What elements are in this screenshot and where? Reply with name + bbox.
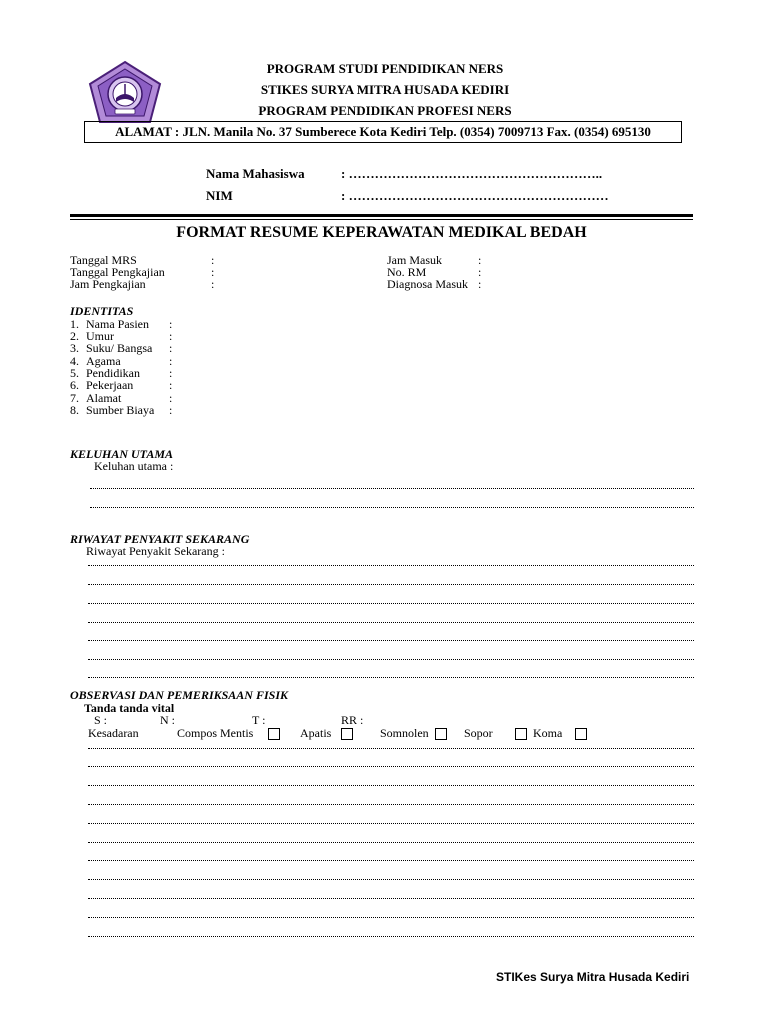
koma-checkbox[interactable] (575, 728, 587, 740)
riwayat-line[interactable] (88, 659, 694, 660)
vital-s[interactable]: S : (94, 713, 108, 727)
info-diagnosa-masuk[interactable]: Diagnosa Masuk : (387, 277, 482, 291)
student-name-field[interactable]: : ………………………………………………….. (341, 166, 603, 181)
vital-t[interactable]: T : (252, 713, 266, 727)
riwayat-line[interactable] (88, 603, 694, 604)
info-no-rm[interactable]: No. RM : (387, 265, 482, 279)
observasi-line[interactable] (88, 936, 694, 937)
compos-mentis-checkbox[interactable] (268, 728, 280, 740)
observasi-line[interactable] (88, 823, 694, 824)
identitas-heading: IDENTITAS (70, 304, 134, 318)
option-somnolen-label: Somnolen (380, 726, 429, 740)
observasi-heading: OBSERVASI DAN PEMERIKSAAN FISIK (70, 688, 288, 702)
identitas-item[interactable]: 3. Suku/ Bangsa : (70, 341, 173, 355)
info-jam-pengkajian[interactable]: Jam Pengkajian : (70, 277, 215, 291)
institution-logo (88, 60, 162, 124)
riwayat-heading: RIWAYAT PENYAKIT SEKARANG (70, 532, 250, 546)
kesadaran-label: Kesadaran (88, 726, 139, 740)
identitas-item[interactable]: 7. Alamat : (70, 391, 173, 405)
header-line-2: STIKES SURYA MITRA HUSADA KEDIRI (260, 82, 510, 97)
student-nim-label: NIM (206, 188, 233, 203)
riwayat-label: Riwayat Penyakit Sekarang : (86, 544, 225, 558)
riwayat-line[interactable] (88, 640, 694, 641)
header-line-3: PROGRAM PENDIDIKAN PROFESI NERS (258, 103, 512, 118)
identitas-item[interactable]: 5. Pendidikan : (70, 366, 173, 380)
observasi-line[interactable] (88, 785, 694, 786)
address-box: ALAMAT : JLN. Manila No. 37 Sumberece Kota Kediri Telp. (0354) 7009713 Fax. (0354) 695130 (84, 121, 682, 143)
observasi-line[interactable] (88, 766, 694, 767)
vital-rr[interactable]: RR : (341, 713, 364, 727)
footer-institution: STIKes Surya Mitra Husada Kediri (496, 970, 690, 984)
info-tanggal-pengkajian[interactable]: Tanggal Pengkajian : (70, 265, 215, 279)
form-title: FORMAT RESUME KEPERAWATAN MEDIKAL BEDAH (176, 224, 587, 241)
observasi-line[interactable] (88, 898, 694, 899)
somnolen-checkbox[interactable] (435, 728, 447, 740)
keluhan-heading: KELUHAN UTAMA (70, 447, 174, 461)
identitas-item[interactable]: 6. Pekerjaan : (70, 378, 173, 392)
observasi-line[interactable] (88, 860, 694, 861)
observasi-line[interactable] (88, 804, 694, 805)
vital-signs-label: Tanda tanda vital (84, 701, 175, 715)
riwayat-line[interactable] (88, 565, 694, 566)
option-apatis-label: Apatis (300, 726, 332, 740)
riwayat-line[interactable] (88, 622, 694, 623)
option-compos-mentis-label: Compos Mentis (177, 726, 254, 740)
identitas-item[interactable]: 4. Agama : (70, 354, 173, 368)
info-jam-masuk[interactable]: Jam Masuk : (387, 253, 482, 267)
student-name-label: Nama Mahasiswa (206, 166, 305, 181)
observasi-line[interactable] (88, 917, 694, 918)
header-line-1: PROGRAM STUDI PENDIDIKAN NERS (266, 61, 504, 76)
title-rule-thin (70, 219, 693, 220)
title-rule-thick (70, 214, 693, 217)
option-sopor-label: Sopor (464, 726, 493, 740)
vital-n[interactable]: N : (160, 713, 175, 727)
student-nim-field[interactable]: : …………………………………………………… (341, 188, 609, 203)
observasi-line[interactable] (88, 748, 694, 749)
keluhan-label: Keluhan utama : (94, 459, 174, 473)
observasi-line[interactable] (88, 879, 694, 880)
riwayat-line[interactable] (88, 677, 694, 678)
apatis-checkbox[interactable] (341, 728, 353, 740)
identitas-item[interactable]: 2. Umur : (70, 329, 173, 343)
riwayat-line[interactable] (88, 584, 694, 585)
identitas-item[interactable]: 8. Sumber Biaya : (70, 403, 173, 417)
info-tanggal-mrs[interactable]: Tanggal MRS : (70, 253, 215, 267)
identitas-item[interactable]: 1. Nama Pasien : (70, 317, 173, 331)
sopor-checkbox[interactable] (515, 728, 527, 740)
option-koma-label: Koma (533, 726, 563, 740)
keluhan-line[interactable] (90, 488, 694, 489)
observasi-line[interactable] (88, 842, 694, 843)
keluhan-line[interactable] (90, 507, 694, 508)
